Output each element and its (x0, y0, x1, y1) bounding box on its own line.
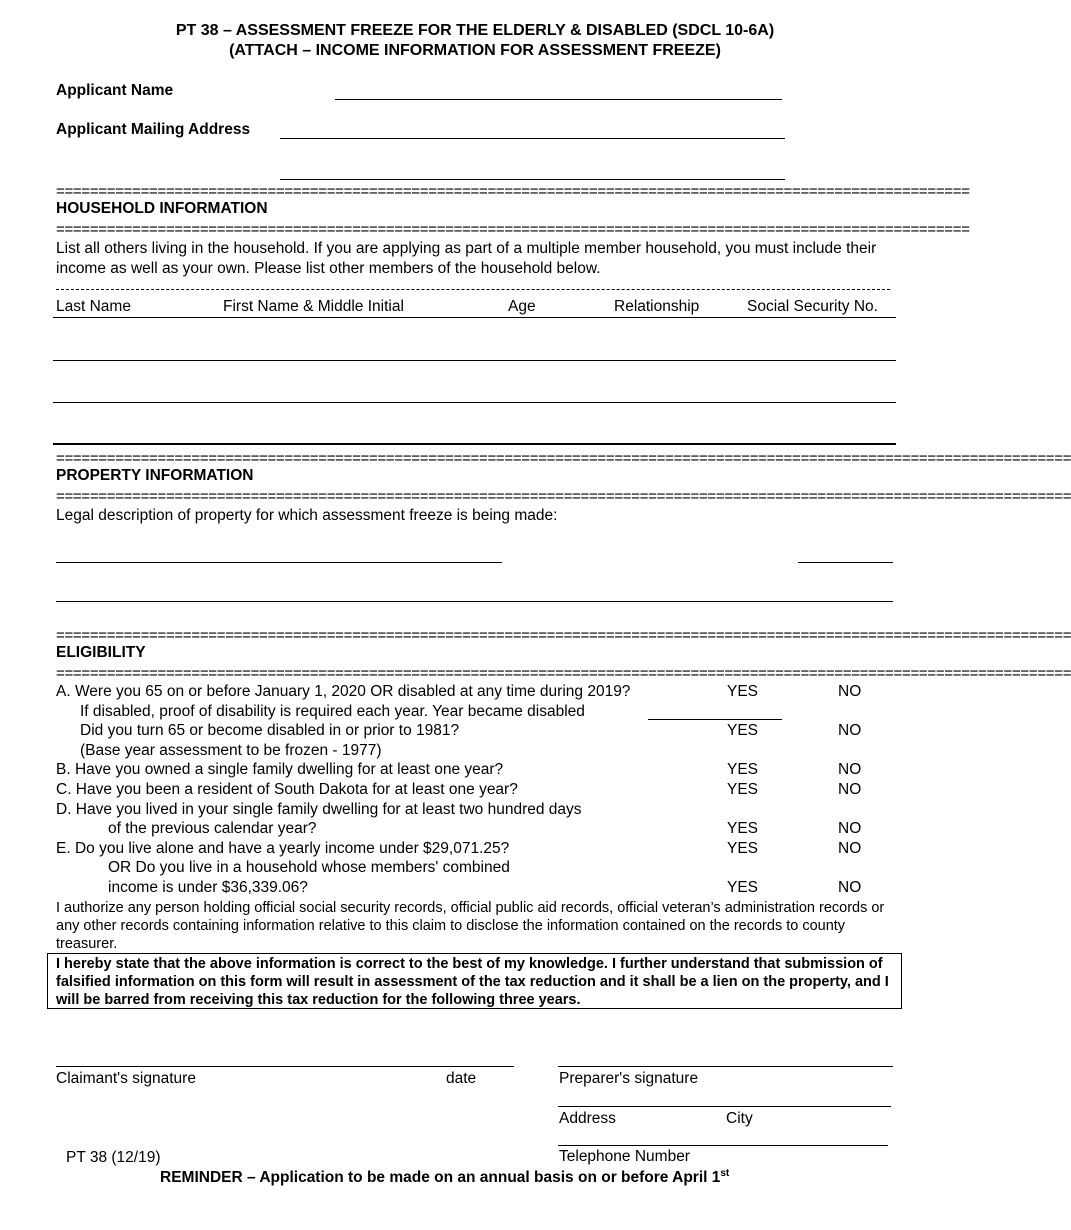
question-a1-sub: If disabled, proof of disability is required each year. Year became disabled (80, 703, 585, 720)
form-id: PT 38 (12/19) (66, 1149, 161, 1166)
yes-option[interactable]: YES (727, 781, 759, 798)
col-first-name: First Name & Middle Initial (223, 298, 404, 315)
yes-option[interactable]: YES (727, 820, 759, 837)
form-title: PT 38 – ASSESSMENT FREEZE FOR THE ELDERLY & DISABLED (SDCL 10-6A) (175, 22, 775, 39)
claimant-signature-line[interactable] (56, 1066, 514, 1067)
yes-option[interactable]: YES (727, 722, 759, 739)
dashed-divider (56, 289, 890, 290)
authorization-text: I authorize any person holding official social security records, official public aid records, official veteran’s administration records or any other records containing information relative to this claim to disclose the information contained on the records to county treasurer. (56, 900, 885, 952)
question-a2-sub: (Base year assessment to be frozen - 1977) (80, 742, 382, 759)
property-heading: PROPERTY INFORMATION (56, 467, 254, 484)
preparer-signature-label: Preparer's signature (559, 1070, 699, 1087)
col-last-name: Last Name (56, 298, 131, 315)
yes-option[interactable]: YES (727, 840, 759, 857)
applicant-address-line-1[interactable] (280, 138, 785, 139)
year-disabled-line[interactable] (648, 719, 782, 720)
date-label: date (446, 1070, 477, 1087)
applicant-name-line[interactable] (335, 99, 782, 100)
separator: ============================================================================================================ (56, 183, 970, 200)
no-option[interactable]: NO (838, 840, 862, 857)
telephone-line[interactable] (558, 1145, 888, 1146)
question-a2: Did you turn 65 or become disabled in or prior to 1981? (80, 722, 460, 739)
legal-description-line-end[interactable] (798, 562, 893, 563)
no-option[interactable]: NO (838, 879, 862, 896)
reminder-superscript: st (720, 1168, 730, 1179)
eligibility-heading: ELIGIBILITY (56, 644, 146, 661)
table-header-rule (53, 317, 896, 318)
yes-option[interactable]: YES (727, 879, 759, 896)
separator: ======================================================================================================================== (56, 665, 1071, 682)
question-e-sub2: income is under $36,339.06? (108, 879, 308, 896)
preparer-address-line[interactable] (558, 1106, 891, 1107)
col-relationship: Relationship (614, 298, 700, 315)
yes-option[interactable]: YES (727, 761, 759, 778)
no-option[interactable]: NO (838, 722, 862, 739)
preparer-signature-line[interactable] (558, 1066, 893, 1067)
no-option[interactable]: NO (838, 683, 862, 700)
household-row-line[interactable] (53, 443, 896, 445)
question-c: C. Have you been a resident of South Dakota for at least one year? (56, 781, 518, 798)
question-d: D. Have you lived in your single family dwelling for at least two hundred days (56, 801, 582, 818)
no-option[interactable]: NO (838, 781, 862, 798)
household-heading: HOUSEHOLD INFORMATION (56, 200, 268, 217)
separator: ======================================================================================================================== (56, 488, 1071, 505)
no-option[interactable]: NO (838, 820, 862, 837)
claimant-signature-label: Claimant's signature (56, 1070, 196, 1087)
applicant-address-label: Applicant Mailing Address (56, 121, 251, 138)
question-e: E. Do you live alone and have a yearly income under $29,071.25? (56, 840, 510, 857)
household-row-line[interactable] (53, 402, 896, 403)
reminder-text (160, 1168, 729, 1187)
legal-description-label: Legal description of property for which assessment freeze is being made: (56, 507, 558, 524)
no-option[interactable]: NO (838, 761, 862, 778)
separator: ============================================================================================================ (56, 221, 970, 238)
col-age: Age (508, 298, 536, 315)
applicant-name-label: Applicant Name (56, 82, 174, 99)
separator: ======================================================================================================================== (56, 627, 1071, 644)
household-instructions: List all others living in the household. If you are applying as part of a multiple member household, you must include their income as well as your own. Please list other members of the household below. (56, 240, 877, 277)
yes-option[interactable]: YES (727, 683, 759, 700)
applicant-address-line-2[interactable] (280, 179, 785, 180)
household-row-line[interactable] (53, 360, 896, 361)
question-a1: A. Were you 65 on or before January 1, 2020 OR disabled at any time during 2019? (56, 683, 631, 700)
legal-description-line[interactable] (56, 562, 502, 563)
city-label: City (726, 1110, 753, 1127)
question-b: B. Have you owned a single family dwelling for at least one year? (56, 761, 504, 778)
address-label: Address (559, 1110, 616, 1127)
telephone-label: Telephone Number (559, 1148, 690, 1165)
col-ssn: Social Security No. (747, 298, 878, 315)
separator: ======================================================================================================================== (56, 450, 1071, 467)
legal-description-line-2[interactable] (56, 601, 893, 602)
question-d-sub: of the previous calendar year? (108, 820, 317, 837)
certification-statement: I hereby state that the above information is correct to the best of my knowledge. I further understand that submission of falsified information on this form will result in assessment of the tax reduction and it shall be a lien on the property, and I will be barred from receiving this tax reduction for the following three years. (47, 953, 902, 1009)
reminder-main: REMINDER – Application to be made on an annual basis on or before April 1 (160, 1169, 721, 1187)
question-e-sub1: OR Do you live in a household whose members' combined (108, 859, 510, 876)
form-subtitle: (ATTACH – INCOME INFORMATION FOR ASSESSMENT FREEZE) (229, 42, 721, 59)
